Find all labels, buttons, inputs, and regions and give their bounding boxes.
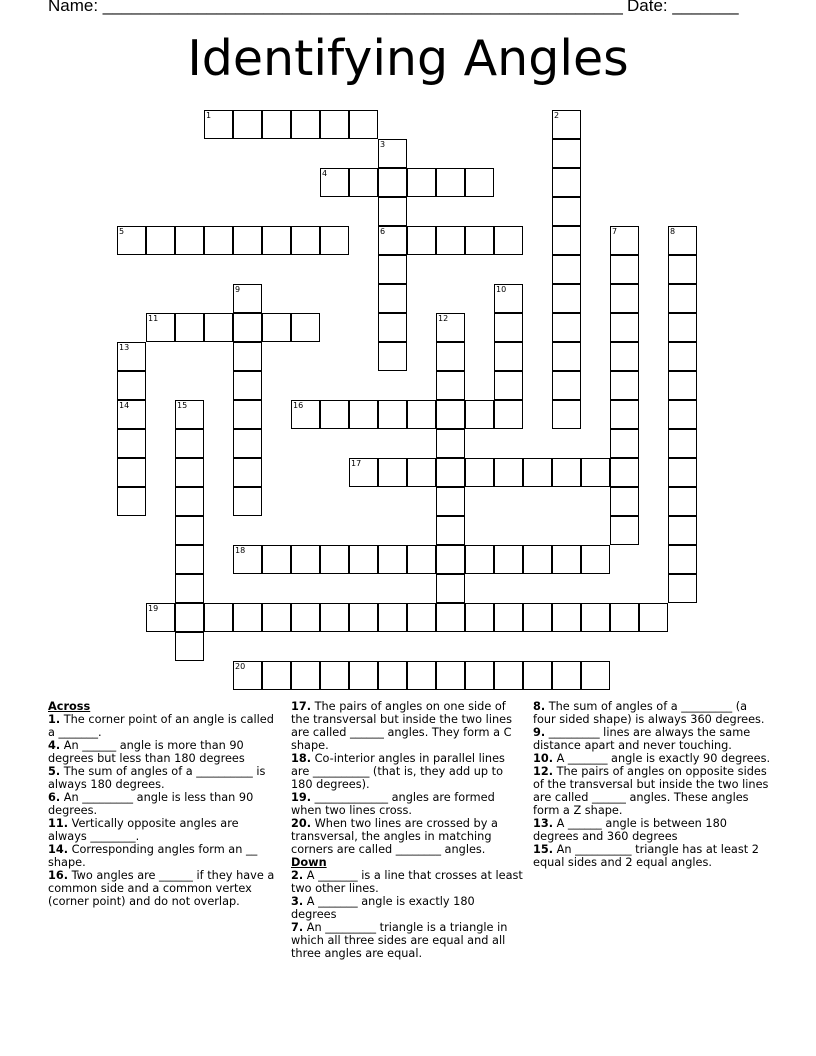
clue-across-17: 17. The pairs of angles on one side of the transversal but inside the two lines are called ______ angles. They form a C shape. (291, 700, 512, 752)
crossword-cell[interactable] (639, 603, 668, 632)
crossword-cell[interactable] (436, 226, 465, 255)
down-heading: Down (291, 856, 327, 869)
crossword-cell[interactable] (175, 516, 204, 545)
crossword-cell[interactable] (610, 255, 639, 284)
crossword-cell[interactable] (552, 313, 581, 342)
crossword-cell[interactable] (465, 168, 494, 197)
clue-across-1: 1. The corner point of an angle is called a _______. (48, 713, 274, 739)
crossword-cell[interactable] (436, 603, 465, 632)
cell-number: 3 (380, 140, 386, 149)
crossword-cell[interactable] (668, 313, 697, 342)
crossword-cell[interactable] (552, 661, 581, 690)
crossword-cell[interactable] (378, 545, 407, 574)
crossword-cell[interactable] (378, 226, 407, 255)
crossword-cell[interactable] (668, 342, 697, 371)
crossword-cell[interactable] (291, 400, 320, 429)
crossword-cell[interactable] (262, 313, 291, 342)
crossword-cell[interactable] (494, 284, 523, 313)
crossword-cell[interactable] (436, 661, 465, 690)
clue-down-12: 12. The pairs of angles on opposite sides of the transversal but inside the two lines are called ______ angles. These angles form a Z shape. (533, 765, 769, 817)
crossword-cell[interactable] (552, 139, 581, 168)
crossword-cell[interactable] (610, 371, 639, 400)
crossword-cell[interactable] (204, 226, 233, 255)
crossword-cell[interactable] (233, 545, 262, 574)
crossword-cell[interactable] (291, 110, 320, 139)
crossword-cell[interactable] (465, 226, 494, 255)
crossword-cell[interactable] (117, 226, 146, 255)
across-heading: Across (48, 700, 91, 713)
crossword-cell[interactable] (233, 661, 262, 690)
crossword-cell[interactable] (175, 574, 204, 603)
clue-across-4: 4. An ______ angle is more than 90 degrees but less than 180 degrees (48, 739, 245, 765)
crossword-cell[interactable] (175, 226, 204, 255)
crossword-cell[interactable] (436, 313, 465, 342)
crossword-cell[interactable] (465, 545, 494, 574)
cell-number: 18 (235, 546, 246, 555)
crossword-cell[interactable] (610, 313, 639, 342)
crossword-cell[interactable] (668, 284, 697, 313)
clue-down-7: 7. An _________ triangle is a triangle in which all three sides are equal and all three angles are equal. (291, 921, 508, 960)
crossword-cell[interactable] (436, 516, 465, 545)
crossword-cell[interactable] (320, 400, 349, 429)
clue-across-20: 20. When two lines are crossed by a transversal, the angles in matching corners are called ________ angles. (291, 817, 498, 856)
crossword-cell[interactable] (668, 255, 697, 284)
crossword-cell[interactable] (378, 284, 407, 313)
crossword-cell[interactable] (407, 226, 436, 255)
crossword-cell[interactable] (610, 516, 639, 545)
crossword-cell[interactable] (552, 342, 581, 371)
cell-number: 19 (148, 604, 159, 613)
crossword-cell[interactable] (552, 458, 581, 487)
clue-column-2 (291, 700, 523, 960)
crossword-cell[interactable] (233, 371, 262, 400)
cell-number: 9 (235, 285, 241, 294)
crossword-cell[interactable] (117, 371, 146, 400)
crossword-cell[interactable] (320, 226, 349, 255)
crossword-cell[interactable] (610, 458, 639, 487)
crossword-cell[interactable] (146, 313, 175, 342)
crossword-cell[interactable] (465, 661, 494, 690)
crossword-cell[interactable] (494, 371, 523, 400)
crossword-cell[interactable] (233, 226, 262, 255)
cell-number: 7 (612, 227, 618, 236)
crossword-cell[interactable] (378, 255, 407, 284)
crossword-cell[interactable] (291, 226, 320, 255)
cell-number: 14 (119, 401, 130, 410)
crossword-cell[interactable] (349, 661, 378, 690)
crossword-cell[interactable] (407, 458, 436, 487)
crossword-cell[interactable] (523, 458, 552, 487)
crossword-cell[interactable] (552, 603, 581, 632)
clue-down-8: 8. The sum of angles of a _________ (a four sided shape) is always 360 degrees. (533, 700, 765, 726)
clue-across-6: 6. An _________ angle is less than 90 degrees. (48, 791, 254, 817)
date-field-label: Date: _______ (627, 0, 739, 15)
crossword-cell[interactable] (378, 139, 407, 168)
crossword-cell[interactable] (146, 603, 175, 632)
crossword-cell[interactable] (117, 487, 146, 516)
crossword-cell[interactable] (552, 545, 581, 574)
clue-down-2: 2. A _______ is a line that crosses at least two other lines. (291, 869, 523, 895)
clue-across-19: 19. _____________ angles are formed when two lines cross. (291, 791, 495, 817)
clue-across-11: 11. Vertically opposite angles are always ________. (48, 817, 239, 843)
crossword-cell[interactable] (436, 574, 465, 603)
cell-number: 6 (380, 227, 386, 236)
crossword-cell[interactable] (552, 110, 581, 139)
crossword-cell[interactable] (465, 400, 494, 429)
crossword-cell[interactable] (378, 400, 407, 429)
crossword-cell[interactable] (175, 603, 204, 632)
cell-number: 8 (670, 227, 676, 236)
crossword-cell[interactable] (494, 661, 523, 690)
crossword-cell[interactable] (552, 400, 581, 429)
crossword-cell[interactable] (436, 458, 465, 487)
crossword-cell[interactable] (233, 313, 262, 342)
crossword-cell[interactable] (610, 429, 639, 458)
crossword-cell[interactable] (175, 632, 204, 661)
crossword-cell[interactable] (320, 661, 349, 690)
crossword-cell[interactable] (436, 429, 465, 458)
cell-number: 12 (438, 314, 449, 323)
crossword-cell[interactable] (494, 400, 523, 429)
crossword-cell[interactable] (668, 487, 697, 516)
crossword-cell[interactable] (523, 603, 552, 632)
clue-down-10: 10. A _______ angle is exactly 90 degrees. (533, 752, 771, 765)
clue-across-14: 14. Corresponding angles form an __ shape. (48, 843, 258, 869)
crossword-cell[interactable] (581, 661, 610, 690)
crossword-cell[interactable] (581, 603, 610, 632)
crossword-cell[interactable] (175, 487, 204, 516)
crossword-cell[interactable] (465, 603, 494, 632)
name-field-label: Name: _______________________________________________________ (48, 0, 623, 15)
crossword-cell[interactable] (320, 110, 349, 139)
crossword-cell[interactable] (349, 110, 378, 139)
crossword-cell[interactable] (668, 371, 697, 400)
crossword-cell[interactable] (117, 429, 146, 458)
crossword-cell[interactable] (436, 545, 465, 574)
crossword-cell[interactable] (378, 603, 407, 632)
crossword-cell[interactable] (378, 342, 407, 371)
crossword-cell[interactable] (349, 168, 378, 197)
crossword-cell[interactable] (610, 342, 639, 371)
crossword-cell[interactable] (465, 458, 494, 487)
crossword-cell[interactable] (378, 661, 407, 690)
cell-number: 16 (293, 401, 304, 410)
cell-number: 11 (148, 314, 159, 323)
crossword-cell[interactable] (320, 168, 349, 197)
crossword-cell[interactable] (407, 168, 436, 197)
crossword-cell[interactable] (407, 661, 436, 690)
crossword-cell[interactable] (291, 661, 320, 690)
clue-column-3 (533, 700, 773, 869)
crossword-cell[interactable] (668, 458, 697, 487)
crossword-cell[interactable] (262, 603, 291, 632)
crossword-cell[interactable] (233, 400, 262, 429)
crossword-cell[interactable] (204, 313, 233, 342)
crossword-cell[interactable] (175, 429, 204, 458)
crossword-cell[interactable] (668, 429, 697, 458)
crossword-cell[interactable] (233, 342, 262, 371)
crossword-cell[interactable] (610, 603, 639, 632)
crossword-cell[interactable] (668, 516, 697, 545)
clue-across-18: 18. Co-interior angles in parallel lines are __________ (that is, they add up to 180 degrees). (291, 752, 505, 791)
crossword-cell[interactable] (552, 168, 581, 197)
clue-down-13: 13. A ______ angle is between 180 degrees and 360 degrees (533, 817, 727, 843)
crossword-cell[interactable] (436, 371, 465, 400)
crossword-cell[interactable] (320, 545, 349, 574)
cell-number: 5 (119, 227, 125, 236)
crossword-cell[interactable] (494, 342, 523, 371)
crossword-cell[interactable] (668, 400, 697, 429)
cell-number: 20 (235, 662, 246, 671)
clue-across-5: 5. The sum of angles of a __________ is always 180 degrees. (48, 765, 266, 791)
crossword-cell[interactable] (494, 603, 523, 632)
cell-number: 2 (554, 111, 560, 120)
crossword-cell[interactable] (494, 458, 523, 487)
crossword-cell[interactable] (291, 603, 320, 632)
crossword-cell[interactable] (262, 661, 291, 690)
crossword-cell[interactable] (233, 110, 262, 139)
crossword-cell[interactable] (407, 603, 436, 632)
cell-number: 1 (206, 111, 212, 120)
crossword-cell[interactable] (262, 545, 291, 574)
crossword-cell[interactable] (291, 545, 320, 574)
crossword-cell[interactable] (552, 284, 581, 313)
crossword-cell[interactable] (349, 400, 378, 429)
crossword-cell[interactable] (436, 168, 465, 197)
crossword-cell[interactable] (233, 603, 262, 632)
crossword-cell[interactable] (436, 487, 465, 516)
crossword-cell[interactable] (349, 603, 378, 632)
crossword-cell[interactable] (436, 342, 465, 371)
crossword-cell[interactable] (668, 574, 697, 603)
crossword-cell[interactable] (233, 284, 262, 313)
cell-number: 4 (322, 169, 328, 178)
crossword-cell[interactable] (668, 226, 697, 255)
crossword-cell[interactable] (320, 603, 349, 632)
clue-column-1 (48, 700, 280, 908)
crossword-cell[interactable] (610, 400, 639, 429)
crossword-cell[interactable] (378, 458, 407, 487)
clue-down-3: 3. A _______ angle is exactly 180 degrees (291, 895, 475, 921)
crossword-cell[interactable] (204, 110, 233, 139)
crossword-cell[interactable] (494, 226, 523, 255)
crossword-cell[interactable] (117, 400, 146, 429)
crossword-cell[interactable] (117, 458, 146, 487)
crossword-cell[interactable] (581, 545, 610, 574)
crossword-cell[interactable] (175, 313, 204, 342)
crossword-cell[interactable] (610, 487, 639, 516)
crossword-cell[interactable] (407, 545, 436, 574)
cell-number: 10 (496, 285, 507, 294)
crossword-cell[interactable] (494, 313, 523, 342)
cell-number: 17 (351, 459, 362, 468)
crossword-cell[interactable] (175, 400, 204, 429)
crossword-cell[interactable] (378, 197, 407, 226)
crossword-cell[interactable] (581, 458, 610, 487)
crossword-cell[interactable] (175, 545, 204, 574)
crossword-cell[interactable] (175, 458, 204, 487)
cell-number: 15 (177, 401, 188, 410)
clue-down-9: 9. _________ lines are always the same distance apart and never touching. (533, 726, 751, 752)
crossword-cell[interactable] (204, 603, 233, 632)
crossword-cell[interactable] (523, 545, 552, 574)
crossword-cell[interactable] (349, 545, 378, 574)
crossword-cell[interactable] (262, 110, 291, 139)
crossword-cell[interactable] (117, 342, 146, 371)
crossword-cell[interactable] (610, 226, 639, 255)
clue-across-16: 16. Two angles are ______ if they have a common side and a common vertex (corner point) and do not overlap. (48, 869, 275, 908)
crossword-cell[interactable] (262, 226, 291, 255)
crossword-cell[interactable] (407, 400, 436, 429)
crossword-cell[interactable] (552, 197, 581, 226)
crossword-cell[interactable] (610, 284, 639, 313)
crossword-cell[interactable] (494, 545, 523, 574)
clue-down-15: 15. An __________ triangle has at least 2 equal sides and 2 equal angles. (533, 843, 759, 869)
crossword-cell[interactable] (233, 429, 262, 458)
crossword-cell[interactable] (233, 458, 262, 487)
crossword-cell[interactable] (349, 458, 378, 487)
page-title: Identifying Angles (187, 30, 629, 87)
cell-number: 13 (119, 343, 130, 352)
crossword-cell[interactable] (668, 545, 697, 574)
crossword-cell[interactable] (552, 371, 581, 400)
crossword-cell[interactable] (291, 313, 320, 342)
crossword-cell[interactable] (523, 661, 552, 690)
crossword-cell[interactable] (552, 226, 581, 255)
crossword-cell[interactable] (378, 313, 407, 342)
across-clues-part-1 (48, 713, 280, 908)
crossword-cell[interactable] (233, 487, 262, 516)
crossword-cell[interactable] (552, 255, 581, 284)
crossword-cell[interactable] (436, 400, 465, 429)
crossword-cell[interactable] (146, 226, 175, 255)
crossword-cell[interactable] (378, 168, 407, 197)
